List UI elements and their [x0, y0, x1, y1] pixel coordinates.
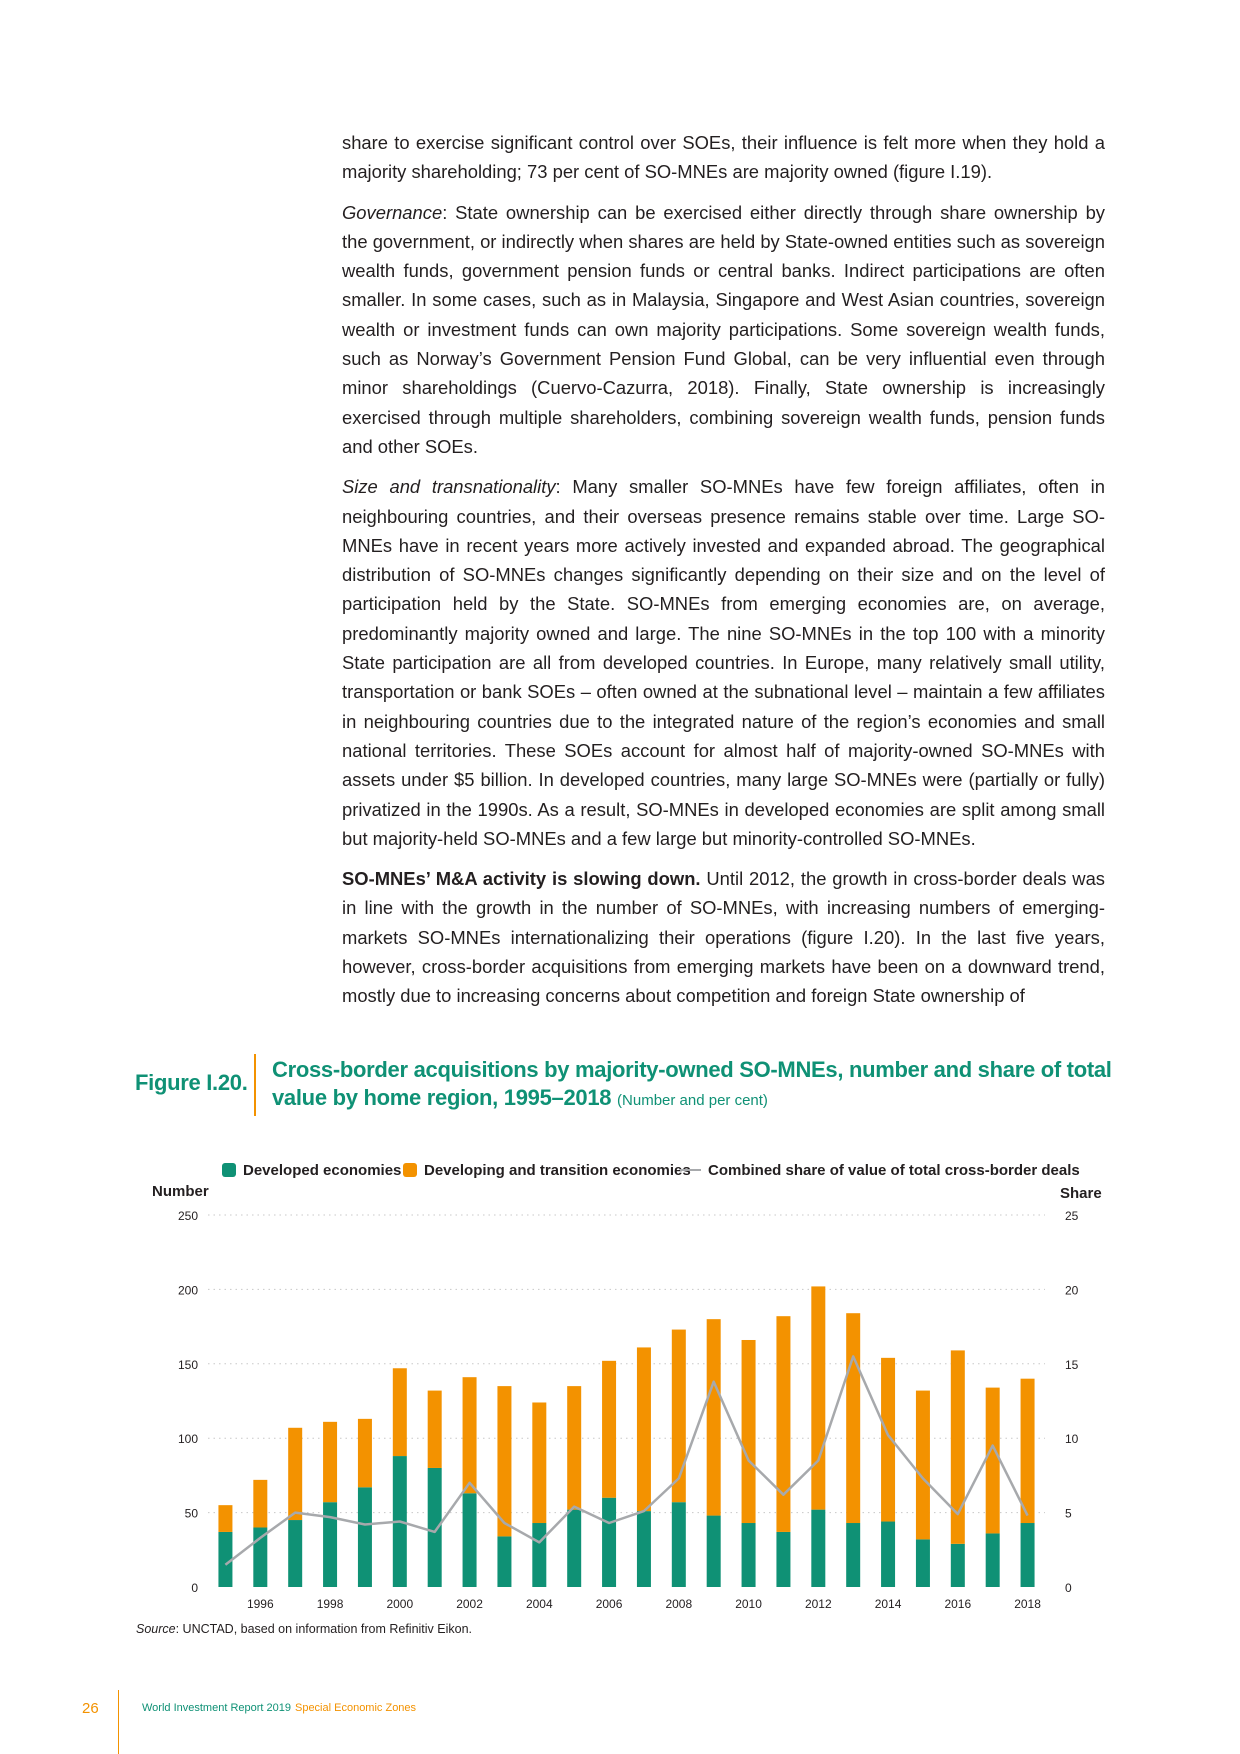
y-tick-left: 0 [191, 1581, 198, 1595]
bar-developed [811, 1510, 825, 1587]
legend-label-developing: Developing and transition economies [424, 1162, 691, 1179]
x-tick-label: 2006 [595, 1597, 623, 1611]
source-text: : UNCTAD, based on information from Refinitiv Eikon. [175, 1622, 473, 1636]
bar-developed [463, 1493, 477, 1587]
body-text [342, 128, 1105, 1022]
bar-developing [637, 1347, 651, 1511]
bar-developing [811, 1286, 825, 1509]
bar-developing [497, 1386, 511, 1536]
footer-divider [118, 1690, 119, 1754]
x-tick-label: 2010 [735, 1597, 762, 1611]
bar-developed [428, 1468, 442, 1587]
bar-developed [986, 1533, 1000, 1587]
bar-developed [672, 1502, 686, 1587]
y-tick-right: 15 [1065, 1357, 1079, 1372]
bar-developed [916, 1539, 930, 1587]
figure-subtitle: (Number and per cent) [617, 1092, 768, 1109]
y-axis-left-label: Number [152, 1183, 209, 1200]
footer-text [142, 1702, 416, 1714]
bar-developing [776, 1316, 790, 1532]
y-tick-right: 20 [1065, 1283, 1079, 1298]
bar-developing [288, 1428, 302, 1520]
report-title: World Investment Report 2019 [142, 1702, 291, 1714]
y-tick-right: 25 [1065, 1209, 1079, 1223]
chart-legend [222, 1162, 1080, 1179]
x-tick-label: 1996 [246, 1597, 274, 1611]
x-axis-ticks [247, 1597, 1041, 1611]
bar-developed [776, 1532, 790, 1587]
y-tick-left: 50 [184, 1506, 198, 1521]
bar-developed [846, 1523, 860, 1587]
paragraph-ma-activity: SO-MNEs’ M&A activity is slowing down. Until 2012, the growth in cross-border deals was in line with the growth in the number of SO-MNEs, with increasing numbers of emerging-markets SO-MNEs internationalizing their operations (figure I.20). In the last five years, however, cross-border acquisitions from emerging markets have been on a downward trend, mostly due to increasing concerns about competition and foreign State ownership of [342, 868, 1105, 1007]
bar-developing [846, 1313, 860, 1523]
y-tick-left: 100 [177, 1432, 198, 1447]
bar-developing [532, 1402, 546, 1523]
legend-swatch-developing [403, 1163, 417, 1177]
x-tick-label: 2012 [804, 1597, 832, 1611]
paragraph-lead: Size and transnationality [342, 476, 556, 498]
y-axis-right-ticks [1065, 1209, 1079, 1595]
paragraph-size: Size and transnationality: Many smaller SO-MNEs have few foreign affiliates, often in neighbouring countries, and their overseas presence remains stable over time. Large SO-MNEs have in recent years more actively invested and expanded abroad. The geographical distribution of SO-MNEs changes significantly depending on their size and on the level of participation held by the State. SO-MNEs from emerging economies are, on average, predominantly majority owned and large. The nine SO-MNEs in the top 100 with a minority State participation are all from developed countries. In Europe, many relatively small utility, transportation or bank SOEs – often owned at the subnational level – maintain a few affiliates in neighbouring countries due to the integrated nature of the region’s economies and small national territories. These SOEs account for almost half of majority-owned SO-MNEs with assets under $5 billion. In developed countries, many large SO-MNEs were (partially or fully) privatized in the 1990s. As a result, SO-MNEs in developed economies are split among small but majority-held SO-MNEs and a few large but minority-controlled SO-MNEs. [342, 476, 1105, 849]
bar-developed [288, 1520, 302, 1587]
bar-developed [532, 1523, 546, 1587]
y-tick-left: 150 [177, 1357, 198, 1372]
report-theme: Special Economic Zones [294, 1702, 417, 1714]
bar-developed [323, 1502, 337, 1587]
bar-developing [567, 1386, 581, 1510]
bar-developed [567, 1510, 581, 1587]
paragraph-lead: SO-MNEs’ M&A activity is slowing down. [342, 868, 701, 890]
y-tick-left: 200 [177, 1283, 198, 1298]
x-tick-label: 1998 [316, 1597, 344, 1611]
bar-developing [393, 1368, 407, 1456]
bar-developing [323, 1422, 337, 1502]
bar-developed [742, 1523, 756, 1587]
x-tick-label: 2018 [1014, 1597, 1041, 1611]
x-tick-label: 2004 [525, 1597, 553, 1611]
bar-developing [916, 1391, 930, 1540]
x-tick-label: 2000 [386, 1597, 414, 1611]
bar-developing [1021, 1379, 1035, 1523]
source-label: Source [136, 1622, 176, 1636]
bar-developing [986, 1388, 1000, 1534]
figure-title [272, 1056, 1112, 1115]
figure-title-text: Cross-border acquisitions by majority-owned SO-MNEs, number and share of total value by home region, 1995–2018 [272, 1057, 1112, 1110]
bar-developed [1021, 1523, 1035, 1587]
legend-label-developed: Developed economies [243, 1162, 402, 1179]
bar-developing [218, 1505, 232, 1532]
paragraph-1: share to exercise significant control over SOEs, their influence is felt more when they hold a majority shareholding; 73 per cent of SO-MNEs are majority owned (figure I.19). [342, 132, 1105, 183]
bar-developed [881, 1522, 895, 1587]
figure-label: Figure I.20. [135, 1070, 248, 1095]
bar-developing [253, 1480, 267, 1528]
chart [0, 1130, 1240, 1620]
chart-bars [218, 1286, 1034, 1587]
bar-developing [742, 1340, 756, 1523]
chart-share-line [225, 1356, 1027, 1564]
legend-swatch-developed [222, 1163, 236, 1177]
y-tick-right: 0 [1065, 1581, 1072, 1595]
bar-developed [497, 1536, 511, 1587]
bar-developed [637, 1511, 651, 1587]
bar-developing [358, 1419, 372, 1487]
bar-developed [358, 1487, 372, 1587]
y-tick-left: 250 [177, 1209, 198, 1223]
page-number: 26 [82, 1700, 99, 1717]
x-tick-label: 2008 [665, 1597, 693, 1611]
bar-developed [602, 1498, 616, 1587]
legend-label-share: Combined share of value of total cross-border deals [708, 1162, 1080, 1179]
bar-developing [602, 1361, 616, 1498]
y-axis-left-ticks [178, 1209, 198, 1595]
paragraph-lead: Governance [342, 201, 443, 223]
y-tick-right: 10 [1065, 1432, 1079, 1447]
bar-developing [707, 1319, 721, 1515]
figure-source [136, 1622, 472, 1636]
bar-developing [463, 1377, 477, 1493]
share-line [225, 1356, 1027, 1564]
y-axis-right-label: Share [1060, 1185, 1102, 1202]
x-tick-label: 2016 [944, 1597, 972, 1611]
y-tick-right: 5 [1065, 1506, 1072, 1521]
bar-developed [707, 1516, 721, 1587]
paragraph-governance: Governance: State ownership can be exercised either directly through share ownership by the government, or indirectly when shares are held by State-owned entities such as sovereign wealth funds, government pension funds or central banks. Indirect participations are often smaller. In some cases, such as in Malaysia, Singapore and West Asian countries, sovereign wealth or investment funds can own majority participations. Some sovereign wealth funds, such as Norway’s Government Pension Fund Global, can be very influential even through minor shareholdings (Cuervo-Cazurra, 2018). Finally, State ownership is increasingly exercised through multiple shareholders, combining sovereign wealth funds, pension funds and other SOEs. [342, 201, 1105, 457]
bar-developing [428, 1391, 442, 1468]
figure-divider [254, 1054, 256, 1116]
x-tick-label: 2014 [874, 1597, 902, 1611]
bar-developed [951, 1544, 965, 1587]
x-tick-label: 2002 [456, 1597, 483, 1611]
